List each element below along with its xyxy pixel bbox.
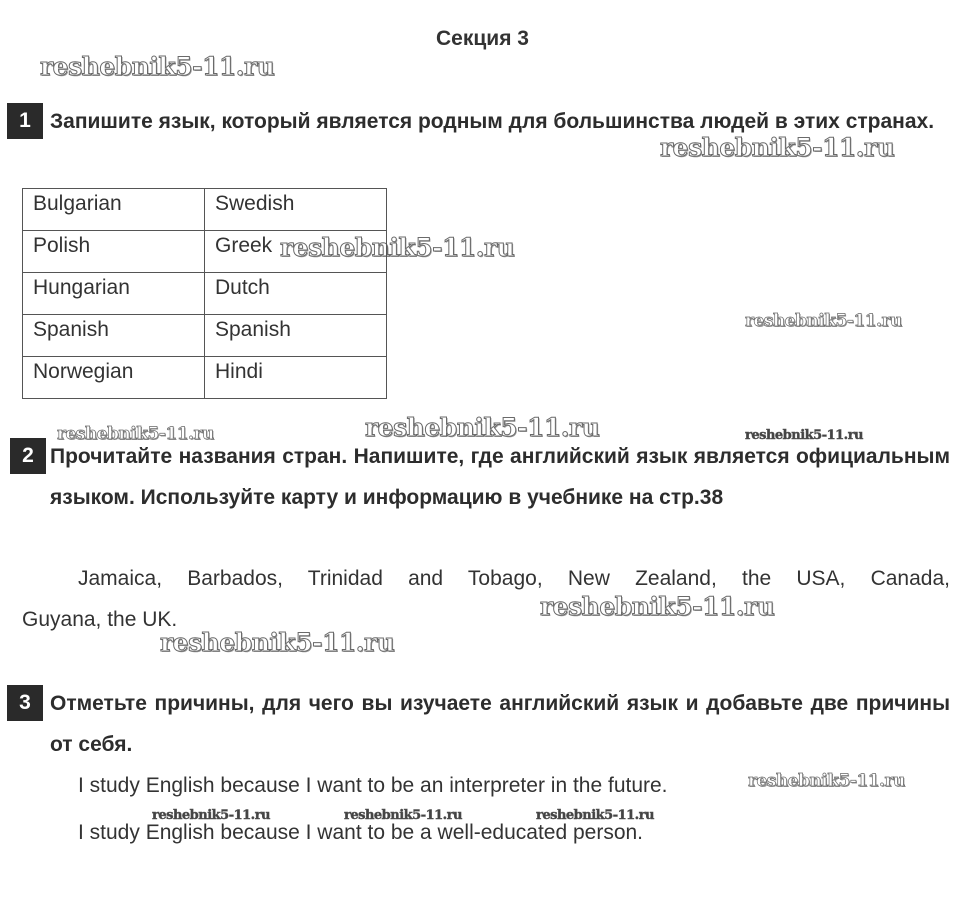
watermark: reshebnik5-11.ru [152,808,271,823]
task2-answer-line1: Jamaica, Barbados, Trinidad and Tobago, New Zealand, the USA, Canada, [78,567,950,590]
watermark: reshebnik5-11.ru [745,311,902,331]
table-cell: Polish [23,231,205,273]
watermark: reshebnik5-11.ru [660,133,895,162]
table-cell: Bulgarian [23,189,205,231]
watermark: reshebnik5-11.ru [344,808,463,823]
table-cell: Dutch [205,273,387,315]
table-row [23,357,387,399]
watermark: reshebnik5-11.ru [540,592,775,621]
table-row [23,315,387,357]
language-table [22,188,387,399]
watermark: reshebnik5-11.ru [57,424,214,444]
table-cell: Swedish [205,189,387,231]
task2-answer-line2: Guyana, the UK. [22,608,178,631]
table-cell: Spanish [205,315,387,357]
table-row [23,231,387,273]
watermark: reshebnik5-11.ru [536,808,655,823]
section-title: Секция 3 [436,27,529,50]
task3-instruction: Отметьте причины, для чего вы изучаете английский язык и добавьте две причины от себя. [50,692,950,756]
table-cell: Hindi [205,357,387,399]
watermark: reshebnik5-11.ru [745,428,864,443]
table-row [23,189,387,231]
task3-answer: I study English because I want to be a well-educated person. [78,821,644,844]
watermark: reshebnik5-11.ru [40,52,275,81]
watermark: reshebnik5-11.ru [365,413,600,442]
table-cell: Norwegian [23,357,205,399]
table-cell: Spanish [23,315,205,357]
watermark: reshebnik5-11.ru [160,628,395,657]
task-number-badge: 2 [10,438,46,474]
task3-answer: I study English because I want to be an interpreter in the future. [78,774,668,797]
table-cell: Greek [205,231,387,273]
task1-instruction: Запишите язык, который является родным для большинства людей в этих странах. [50,110,935,133]
task-number-badge: 3 [7,685,43,721]
task2-instruction: Прочитайте названия стран. Напишите, где английский язык является официальным языком. Используйте карту и информацию в учебнике на стр.38 [50,445,950,509]
table-row [23,273,387,315]
table-cell: Hungarian [23,273,205,315]
task-number-badge: 1 [7,103,43,139]
watermark: reshebnik5-11.ru [280,233,515,262]
watermark: reshebnik5-11.ru [748,771,905,791]
